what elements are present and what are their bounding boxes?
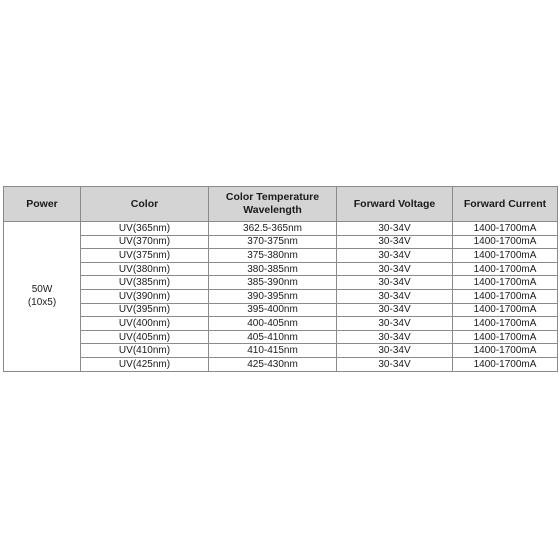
table-row	[4, 344, 558, 358]
wavelength-cell: 390-395nm	[209, 289, 337, 303]
voltage-cell: 30-34V	[337, 276, 453, 290]
wavelength-cell: 400-405nm	[209, 317, 337, 331]
wavelength-cell: 395-400nm	[209, 303, 337, 317]
wavelength-cell: 405-410nm	[209, 330, 337, 344]
voltage-cell: 30-34V	[337, 249, 453, 263]
table-row	[4, 303, 558, 317]
wavelength-cell: 380-385nm	[209, 262, 337, 276]
wavelength-cell: 425-430nm	[209, 357, 337, 371]
color-cell: UV(375nm)	[81, 249, 209, 263]
table-row	[4, 330, 558, 344]
color-cell: UV(370nm)	[81, 235, 209, 249]
color-cell: UV(395nm)	[81, 303, 209, 317]
voltage-cell: 30-34V	[337, 357, 453, 371]
current-cell: 1400-1700mA	[453, 344, 558, 358]
header-power: Power	[4, 187, 81, 222]
table-row	[4, 317, 558, 331]
header-forward-voltage: Forward Voltage	[337, 187, 453, 222]
table-row	[4, 289, 558, 303]
current-cell: 1400-1700mA	[453, 222, 558, 236]
wavelength-cell: 370-375nm	[209, 235, 337, 249]
header-forward-current: Forward Current	[453, 187, 558, 222]
current-cell: 1400-1700mA	[453, 235, 558, 249]
led-spec-table	[3, 186, 558, 372]
power-cell	[4, 222, 81, 372]
color-cell: UV(425nm)	[81, 357, 209, 371]
current-cell: 1400-1700mA	[453, 262, 558, 276]
color-cell: UV(380nm)	[81, 262, 209, 276]
table-row	[4, 357, 558, 371]
wavelength-cell: 385-390nm	[209, 276, 337, 290]
voltage-cell: 30-34V	[337, 222, 453, 236]
header-wavelength	[209, 187, 337, 222]
power-config: (10x5)	[27, 297, 57, 309]
table-row	[4, 222, 558, 236]
wavelength-cell: 362.5-365nm	[209, 222, 337, 236]
color-cell: UV(390nm)	[81, 289, 209, 303]
voltage-cell: 30-34V	[337, 289, 453, 303]
table-row	[4, 249, 558, 263]
wavelength-cell: 410-415nm	[209, 344, 337, 358]
current-cell: 1400-1700mA	[453, 289, 558, 303]
color-cell: UV(405nm)	[81, 330, 209, 344]
voltage-cell: 30-34V	[337, 317, 453, 331]
table-row	[4, 276, 558, 290]
voltage-cell: 30-34V	[337, 303, 453, 317]
color-cell: UV(365nm)	[81, 222, 209, 236]
wavelength-cell: 375-380nm	[209, 249, 337, 263]
color-cell: UV(385nm)	[81, 276, 209, 290]
current-cell: 1400-1700mA	[453, 303, 558, 317]
table-header-row	[4, 187, 558, 222]
header-wavelength-line2: Wavelength	[243, 204, 302, 216]
current-cell: 1400-1700mA	[453, 317, 558, 331]
current-cell: 1400-1700mA	[453, 249, 558, 263]
current-cell: 1400-1700mA	[453, 330, 558, 344]
power-value: 50W	[31, 284, 53, 296]
current-cell: 1400-1700mA	[453, 357, 558, 371]
header-wavelength-line1: Color Temperature	[225, 191, 320, 203]
header-color: Color	[81, 187, 209, 222]
color-cell: UV(410nm)	[81, 344, 209, 358]
voltage-cell: 30-34V	[337, 330, 453, 344]
color-cell: UV(400nm)	[81, 317, 209, 331]
current-cell: 1400-1700mA	[453, 276, 558, 290]
voltage-cell: 30-34V	[337, 262, 453, 276]
voltage-cell: 30-34V	[337, 344, 453, 358]
voltage-cell: 30-34V	[337, 235, 453, 249]
table-row	[4, 262, 558, 276]
table-row	[4, 235, 558, 249]
